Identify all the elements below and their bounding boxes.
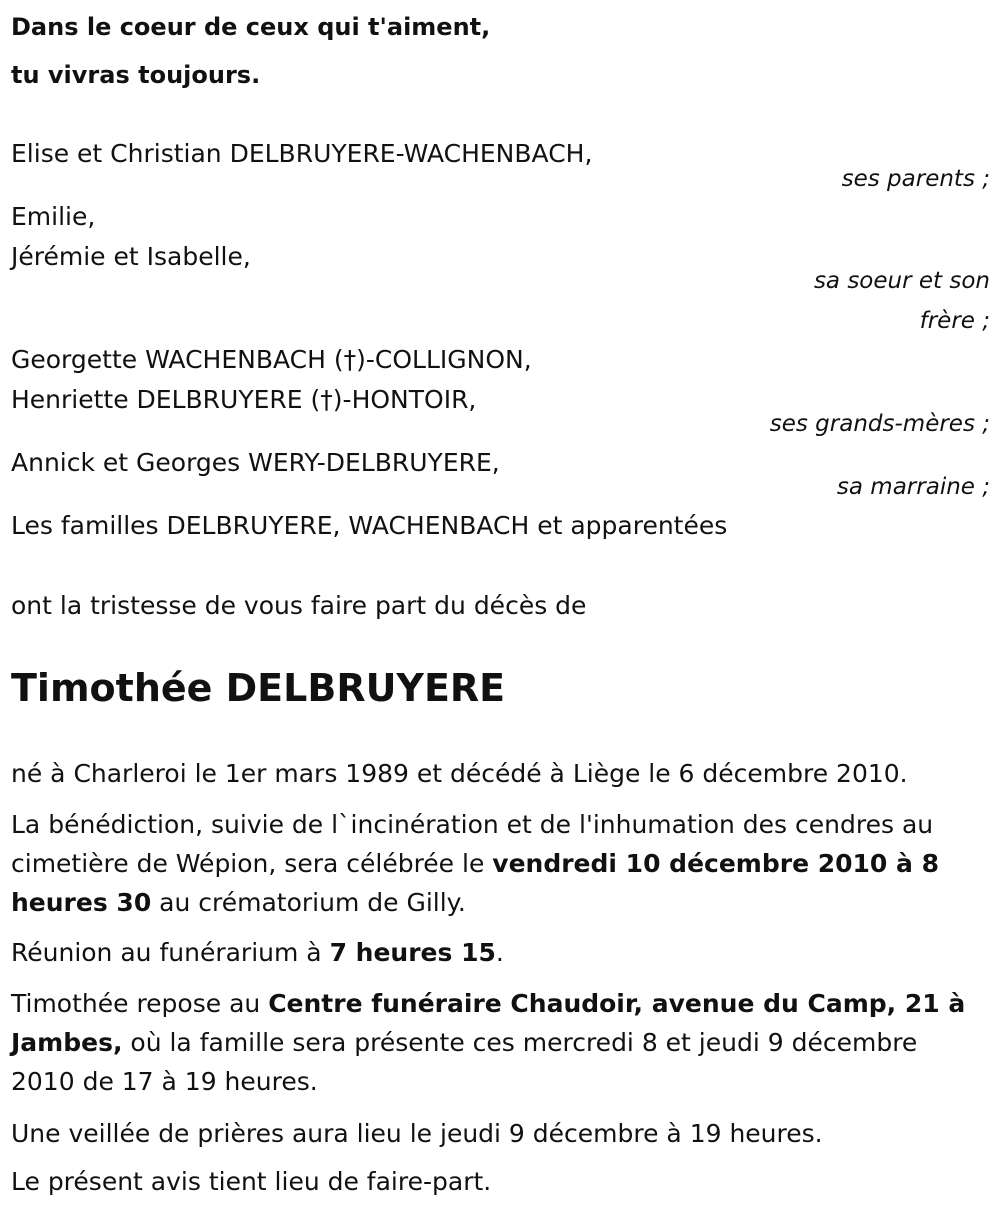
family-relatives: Les familles DELBRUYERE, WACHENBACH et apparentées	[11, 511, 728, 540]
reunion-time: 7 heures 15	[329, 938, 496, 967]
family-parents-names: Elise et Christian DELBRUYERE-WACHENBACH,	[11, 139, 593, 168]
birth-death-dates: né à Charleroi le 1er mars 1989 et décédé à Liège le 6 décembre 2010.	[11, 759, 908, 788]
family-grandmother-2: Henriette DELBRUYERE (†)-HONTOIR,	[11, 385, 477, 414]
ceremony-text-after: au crématorium de Gilly.	[151, 888, 466, 917]
family-grandmother-1: Georgette WACHENBACH (†)-COLLIGNON,	[11, 345, 532, 374]
ceremony-datetime: vendredi 10 décembre 2010 à 8 heures 30	[11, 849, 939, 917]
family-siblings-relation-2: frère ;	[919, 308, 990, 334]
deceased-name: Timothée DELBRUYERE	[11, 666, 506, 710]
family-godmother-relation: sa marraine ;	[836, 474, 990, 500]
epigraph-line-1: Dans le coeur de ceux qui t'aiment,	[11, 13, 491, 41]
family-sibling-name-1: Emilie,	[11, 202, 96, 231]
epigraph-line-2: tu vivras toujours.	[11, 61, 261, 89]
reunion-paragraph	[11, 933, 981, 972]
rest-location: Centre funéraire Chaudoir, avenue du Camp, 21 à Jambes,	[11, 989, 966, 1057]
family-sibling-name-2: Jérémie et Isabelle,	[11, 242, 251, 271]
family-siblings-relation-1: sa soeur et son	[813, 268, 990, 294]
reunion-text-after: .	[495, 938, 504, 967]
family-godmother-names: Annick et Georges WERY-DELBRUYERE,	[11, 448, 500, 477]
ceremony-paragraph	[11, 805, 981, 922]
vigil-text: Une veillée de prières aura lieu le jeudi 9 décembre à 19 heures.	[11, 1119, 823, 1148]
rest-text-before: Timothée repose au	[11, 989, 269, 1018]
family-grandmothers-relation: ses grands-mères ;	[769, 411, 990, 437]
announcement: ont la tristesse de vous faire part du décès de	[11, 591, 587, 620]
notice-text: Le présent avis tient lieu de faire-part.	[11, 1167, 492, 1196]
family-parents-relation: ses parents ;	[841, 166, 990, 192]
ceremony-text-before: La bénédiction, suivie de l`incinération et de l'inhumation des cendres au cimetière de Wépion, sera célébrée le	[11, 810, 934, 878]
rest-text-after: où la famille sera présente ces mercredi 8 et jeudi 9 décembre 2010 de 17 à 19 heures.	[11, 1028, 918, 1096]
reunion-text-before: Réunion au funérarium à	[11, 938, 330, 967]
rest-paragraph	[11, 984, 981, 1101]
